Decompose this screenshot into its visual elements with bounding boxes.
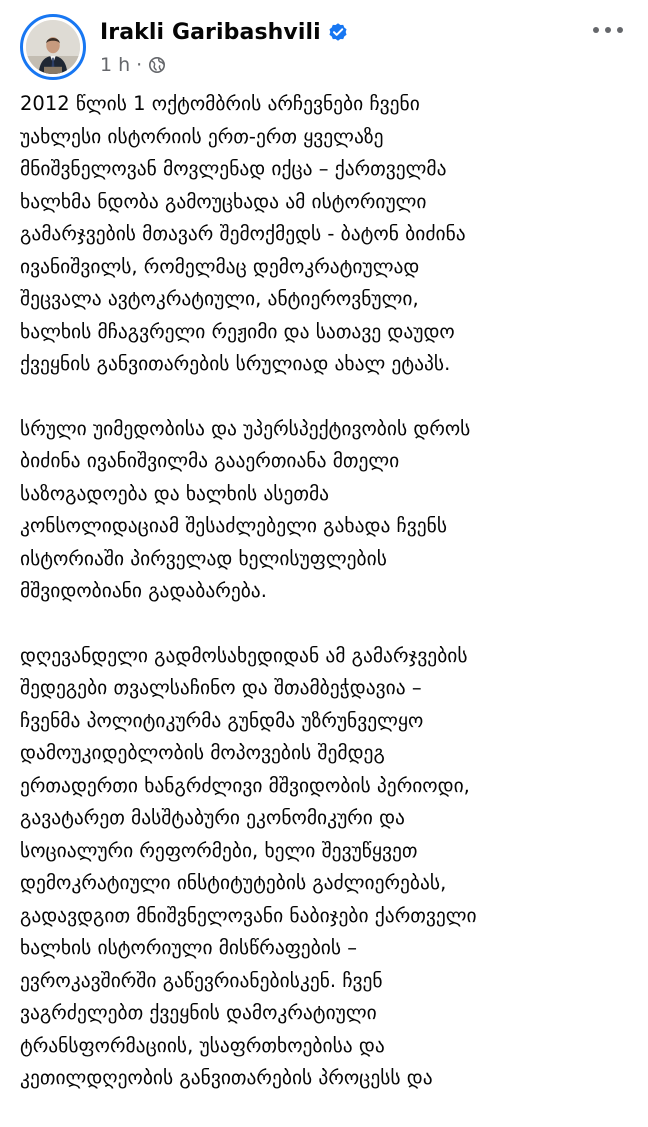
globe-icon[interactable] (148, 56, 166, 74)
meta-separator: · (136, 54, 143, 76)
post-paragraph-1: 2012 წლის 1 ოქტომბრის არჩევნები ჩვენი უახლესი ისტორიის ერთ-ერთ ყველაზე მნიშვნელოვან მოვლენად იქცა – ქართველმა ხალხმა ნდობა გამოუცხადა ამ ისტორიული გამარჯვების მთავარ შემოქმედს - ბატონ ბიძინა ივანიშვილს, რომელმაც დემოკრატიულად შეცვალა ავტოკრატიული, ანტიეროვნული, ხალხის მჩაგვრელი რეჟიმი და სათავე დაუდო ქვეყნის განვითარების სრულიად ახალ ეტაპს. (20, 92, 466, 375)
more-options-button[interactable] (588, 18, 628, 42)
post-timestamp[interactable]: 1 h (100, 54, 131, 76)
post-body (20, 88, 630, 1127)
author-name-row (100, 16, 349, 48)
post-meta (100, 50, 349, 80)
author-name[interactable]: Irakli Garibashvili (100, 19, 321, 45)
verified-badge-icon (327, 21, 349, 43)
avatar-photo (26, 20, 80, 74)
author-info (100, 16, 349, 80)
avatar-portrait-icon (26, 20, 80, 74)
more-icon (592, 26, 624, 34)
post-paragraph-3: დღევანდელი გადმოსახედიდან ამ გამარჯვების შედეგები თვალსაჩინო და შთამბეჭდავია – ჩვენმა პოლიტიკურმა გუნდმა უზრუნველყო დამოუკიდებლობის მოპოვების შემდეგ ერთადერთი ხანგრძლივი მშვიდობის პერიოდი, გავატარეთ მასშტაბური ეკონომიკური და სოციალური რეფორმები, ხელი შევუწყვეთ დემოკრატიული ინსტიტუტების გაძლიერებას, გადავდგით მნიშვნელოვანი ნაბიჯები ქართველი ხალხის ისტორიული მისწრაფების – ევროკავშირში გაწევრიანებისკენ. ჩვენ ვაგრძელებთ ქვეყნის დამოკრატიული ტრანსფორმაციის, უსაფრთხოებისა და კეთილდღეობის განვითარების პროცესს და (20, 643, 477, 1089)
post-paragraph-2: სრული უიმედობისა და უპერსპექტივობის დროს ბიძინა ივანიშვილმა გააერთიანა მთელი საზოგადოება და ხალხის ასეთმა კონსოლიდაციამ შესაძლებელი გახადა ჩვენს ისტორიაში პირველად ხელისუფლების მშვიდობიანი გადაბარება. (20, 416, 471, 602)
author-avatar[interactable] (20, 14, 86, 80)
post-header (20, 14, 630, 80)
